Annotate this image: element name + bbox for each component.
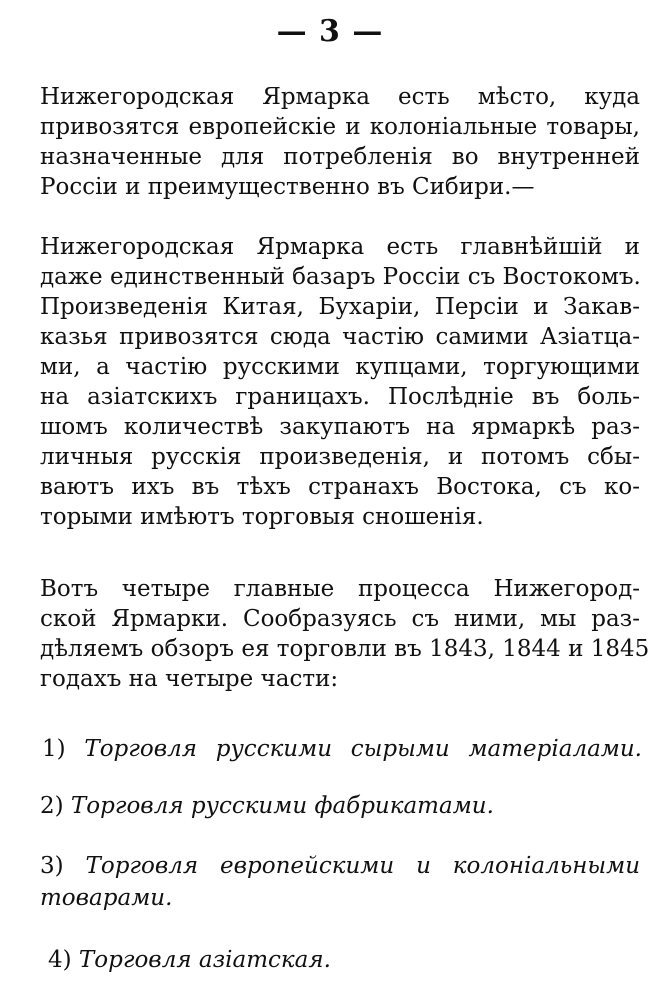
text-line: дѣляемъ обзоръ ея торговли въ 1843, 1844 и 1845 bbox=[40, 636, 650, 662]
text-line bbox=[48, 944, 648, 976]
text-line: ми, а частію русскими купцами, торгующими bbox=[40, 354, 640, 380]
page-number: — 3 — bbox=[276, 14, 384, 49]
text-line: Вотъ четыре главные процесса Нижегород- bbox=[40, 576, 640, 602]
list-item-asian bbox=[48, 944, 648, 976]
text-line: Нижегородская Ярмарка есть мѣсто, куда bbox=[40, 84, 640, 110]
text-line: торыми имѣютъ торговыя сношенія. bbox=[40, 504, 484, 530]
list-number: 4) bbox=[48, 947, 72, 973]
list-text: Торговля азіатская. bbox=[78, 947, 331, 973]
text-line bbox=[40, 790, 640, 822]
text-line: ской Ярмарки. Сообразуясь съ ними, мы раз- bbox=[40, 606, 640, 632]
text-line: личныя русскія произведенія, и потомъ сбы- bbox=[40, 444, 640, 470]
list-item-european-colonial bbox=[40, 850, 640, 914]
text-line bbox=[42, 733, 642, 765]
list-item-manufactures bbox=[40, 790, 640, 822]
list-text: Торговля европейскими и колоніальными bbox=[85, 853, 641, 879]
text-line: на азіатскихъ границахъ. Послѣдніе въ боль- bbox=[40, 384, 640, 410]
text-line: привозятся европейскіе и колоніальные товары, bbox=[40, 114, 640, 140]
paragraph-processes bbox=[40, 574, 650, 694]
text-line: Нижегородская Ярмарка есть главнѣйшій и bbox=[40, 234, 640, 260]
list-text: Торговля русскими фабрикатами. bbox=[70, 793, 494, 819]
text-line: годахъ на четыре части: bbox=[40, 666, 339, 692]
list-item-raw-materials bbox=[42, 733, 642, 765]
text-line: даже единственный базаръ Россіи съ Востокомъ. bbox=[40, 264, 641, 290]
text-line: Россіи и преимущественно въ Сибири.— bbox=[40, 174, 535, 200]
paragraph-intro bbox=[40, 82, 640, 202]
text-line: назначенные для потребленія во внутренней bbox=[40, 144, 640, 170]
text-line: товарами. bbox=[40, 885, 173, 911]
list-number: 2) bbox=[40, 793, 64, 819]
text-line: Произведенія Китая, Бухаріи, Персіи и Закав- bbox=[40, 294, 640, 320]
text-line: казья привозятся сюда частію самими Азіатца- bbox=[40, 324, 640, 350]
paragraph-bazaar bbox=[40, 232, 640, 532]
text-line: ваютъ ихъ въ тѣхъ странахъ Востока, съ ко- bbox=[40, 474, 640, 500]
text-line bbox=[40, 850, 640, 882]
list-text: Торговля русскими сырыми матеріалами. bbox=[84, 736, 642, 762]
list-number: 3) bbox=[40, 853, 64, 879]
text-line: шомъ количествѣ закупаютъ на ярмаркѣ раз- bbox=[40, 414, 640, 440]
list-number: 1) bbox=[42, 736, 66, 762]
